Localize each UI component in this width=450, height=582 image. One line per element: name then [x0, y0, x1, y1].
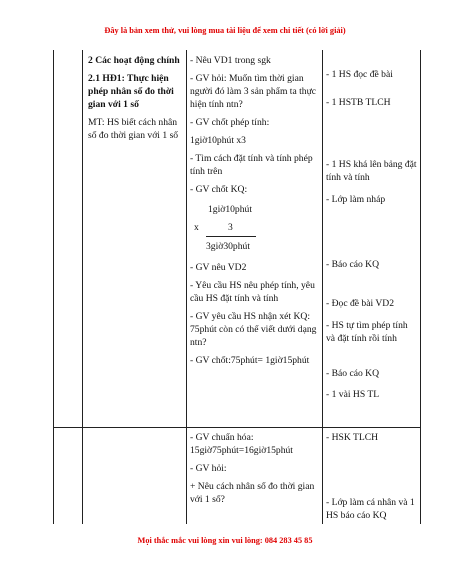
teacher-step: - GV hỏi: Muốn tìm thời gian người đó làm 3 sản phẩm ta thực hiện tính ntn?: [190, 73, 317, 110]
student-step: - Lớp làm nháp: [326, 194, 386, 205]
student-step: - 1 HS đọc đề bài: [326, 69, 393, 80]
teacher-step: - GV yêu cầu HS nhận xét KQ: 75phút còn có thể viết dưới dạng ntn?: [190, 311, 317, 348]
student-step: - 1 HS khá lên bảng đặt tính và tính: [326, 159, 417, 183]
teacher-step: - GV nêu VD2: [190, 262, 247, 273]
row-divider: [53, 427, 421, 428]
multiplicand: 1giờ10phút: [208, 204, 252, 215]
result-line: [206, 236, 256, 237]
times-sign: x: [194, 222, 199, 233]
teacher-step: - Tìm cách đặt tính và tính phép tính trên: [190, 153, 313, 177]
teacher-activities-cell: [190, 54, 318, 367]
student-step: - 1 HSTB TLCH: [326, 97, 391, 108]
table-border-left: [53, 50, 54, 524]
table-border-right: [420, 50, 421, 524]
teacher-step: - GV chốt KQ:: [190, 184, 248, 195]
teacher-step: - Nêu VD1 trong sgk: [190, 55, 271, 66]
student-step: - Đọc đề bài VD2: [326, 298, 395, 309]
multiplication-layout: [190, 201, 318, 261]
teacher-step: - GV chuẩn hóa: 15giờ75phút=16giờ15phút: [190, 432, 293, 456]
teacher-step: - GV hỏi:: [190, 463, 227, 474]
teacher-step: - GV chốt:75phút= 1giờ15phút: [190, 355, 310, 366]
student-step: - Báo cáo KQ: [326, 259, 380, 270]
activity-cell: [88, 54, 182, 142]
multiplier: 3: [228, 222, 233, 233]
table-divider-3: [322, 50, 323, 524]
student-step: - HSK TLCH: [326, 432, 379, 443]
contact-footer: Mọi thắc mắc vui lòng xin vui lòng: 084 283 45 85: [137, 536, 313, 545]
table-divider-2: [186, 50, 187, 524]
student-step: - Báo cáo KQ: [326, 368, 380, 379]
result: 3giờ30phút: [206, 241, 250, 252]
student-step: - HS tự tìm phép tính và đặt tính rồi tính: [326, 320, 408, 344]
teacher-activities-cell-2: [190, 431, 318, 506]
student-step: - Lớp làm cá nhân và 1 HS báo cáo KQ: [326, 497, 415, 521]
teacher-step: + Nêu cách nhân số đo thời gian với 1 số?: [190, 481, 315, 505]
student-step: - 1 vài HS TL: [326, 389, 380, 400]
table-divider-1: [82, 50, 83, 524]
section-title: 2 Các hoạt động chính: [88, 55, 180, 66]
teacher-step: - GV chốt phép tính:: [190, 117, 270, 128]
activity-title: 2.1 HĐ1: Thực hiện phép nhân số đo thời gian với 1 số: [88, 73, 174, 110]
preview-banner: Đây là bản xem thử, vui lòng mua tài liệu để xem chi tiết (có lời giải): [104, 26, 346, 35]
teacher-step: - Yêu cầu HS nêu phép tính, yêu cầu HS đặt tính và tính: [190, 280, 315, 304]
teacher-step: 1giờ10phút x3: [190, 135, 246, 146]
objective-text: MT: HS biết cách nhân số đo thời gian với 1 số: [88, 117, 179, 141]
